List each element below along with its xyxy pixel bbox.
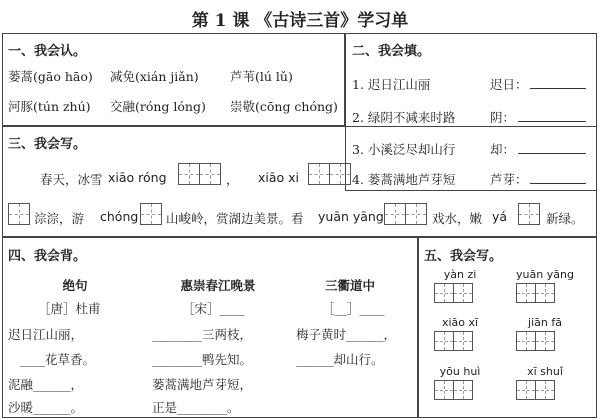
poem-line: 梅子黄时______， (296, 327, 397, 342)
writing-grid[interactable] (516, 331, 555, 351)
grid-cell[interactable] (140, 203, 162, 225)
sentence-text: 春天，冰雪 (40, 172, 103, 187)
pinyin-label: jiān fā (528, 316, 562, 329)
pinyin-label: yuān yāng (516, 268, 574, 281)
pinyin-prompt: chóng (100, 209, 139, 224)
grid-cell[interactable] (308, 163, 330, 185)
fill-question: 2. 绿阴不减来时路 (352, 110, 456, 125)
sentence-text: 山峻岭，赏湖边美景。看 (166, 211, 304, 226)
writing-grid[interactable] (8, 203, 30, 225)
writing-grid[interactable] (434, 331, 473, 351)
poem-line: 沙暖______。 (8, 400, 84, 415)
grid-cell[interactable] (329, 163, 351, 185)
pinyin-prompt: yuān yāng (318, 209, 384, 224)
section-write2-header: 五、我会写。 (424, 249, 503, 264)
grid-cell[interactable] (518, 203, 540, 225)
poem-line: ______却山行。 (296, 352, 384, 367)
grid-cell[interactable] (516, 283, 536, 303)
writing-grid[interactable] (140, 203, 162, 225)
fill-label: 阴： (490, 110, 516, 125)
grid-cell[interactable] (535, 283, 555, 303)
poem-line: ________三两枝， (152, 327, 253, 342)
pinyin-prompt: yá (492, 209, 508, 224)
grid-cell[interactable] (535, 331, 555, 351)
grid-cell[interactable] (453, 380, 473, 400)
poem-title: 惠崇春江晚景 (180, 278, 256, 293)
writing-grid[interactable] (434, 380, 473, 400)
grid-cell[interactable] (516, 380, 536, 400)
pinyin-label: xiāo xī (441, 316, 479, 329)
fill-label: 却： (490, 142, 516, 157)
section-recognize-header: 一、我会认。 (8, 44, 87, 59)
poem-line: ________鸭先知。 (152, 352, 253, 367)
word-item: 交融(róng lóng) (110, 99, 206, 114)
poem-line: 蒌蒿满地芦芽短， (152, 377, 253, 392)
poem-line: 迟日江山丽， (8, 327, 84, 342)
section-write-header: 三、我会写。 (8, 137, 87, 152)
grid-cell[interactable] (384, 203, 406, 225)
grid-cell[interactable] (434, 380, 454, 400)
grid-cell[interactable] (434, 331, 454, 351)
word-item: 崇敬(cōng chóng) (230, 99, 338, 114)
pinyin-label: xī shuǐ (527, 365, 563, 378)
grid-cell[interactable] (199, 163, 221, 185)
word-item: 河豚(tún zhú) (8, 99, 91, 114)
pinyin-label: yōu huì (439, 365, 481, 378)
pinyin-prompt: xiāo xi (258, 170, 300, 185)
grid-cell[interactable] (405, 203, 427, 225)
fill-answer-line[interactable] (530, 88, 586, 89)
writing-grid[interactable] (434, 283, 473, 303)
poem-line: ____花草香。 (20, 352, 96, 367)
word-item: 蒌蒿(gāo hāo) (8, 69, 93, 84)
sentence-text: 新绿。 (546, 211, 584, 226)
grid-cell[interactable] (434, 283, 454, 303)
grid-cell[interactable] (178, 163, 200, 185)
poem-line: 正是________。 (152, 400, 240, 415)
fill-label: 迟日： (490, 77, 528, 92)
writing-grid[interactable] (518, 203, 540, 225)
fill-question: 4. 蒌蒿满地芦芽短 (352, 172, 456, 187)
fill-question: 1. 迟日江山丽 (352, 77, 431, 92)
grid-cell[interactable] (453, 283, 473, 303)
writing-grid[interactable] (516, 283, 555, 303)
sentence-text: ， (226, 172, 239, 187)
fill-answer-line[interactable] (518, 121, 586, 122)
word-item: 减免(xián jiǎn) (110, 69, 199, 84)
writing-grid[interactable] (178, 163, 221, 185)
fill-label: 芦芽： (490, 172, 528, 187)
poem-author: ［唐］杜甫 (38, 301, 101, 316)
grid-cell[interactable] (516, 331, 536, 351)
writing-grid[interactable] (308, 163, 351, 185)
grid-cell[interactable] (453, 331, 473, 351)
sentence-text: 淙淙，游 (34, 211, 85, 226)
sentence-text: 戏水，嫩 (432, 211, 483, 226)
section-fill-header: 二、我会填。 (352, 44, 431, 59)
grid-cell[interactable] (535, 380, 555, 400)
section-recite-header: 四、我会背。 (8, 249, 87, 264)
poem-author: ［__］____ (322, 301, 385, 316)
pinyin-label: yàn zi (443, 268, 477, 281)
grid-cell[interactable] (8, 203, 30, 225)
page-title: 第 1 课 《古诗三首》学习单 (191, 11, 409, 31)
pinyin-prompt: xiāo róng (108, 170, 167, 185)
poem-author: ［宋］____ (182, 301, 245, 316)
poem-title: 绝句 (62, 278, 88, 293)
poem-title: 三衢道中 (324, 278, 375, 293)
poem-line: 泥融______， (8, 377, 84, 392)
fill-question: 3. 小溪泛尽却山行 (352, 142, 456, 157)
writing-grid[interactable] (516, 380, 555, 400)
word-item: 芦苇(lú lǔ) (230, 69, 293, 84)
writing-grid[interactable] (384, 203, 427, 225)
